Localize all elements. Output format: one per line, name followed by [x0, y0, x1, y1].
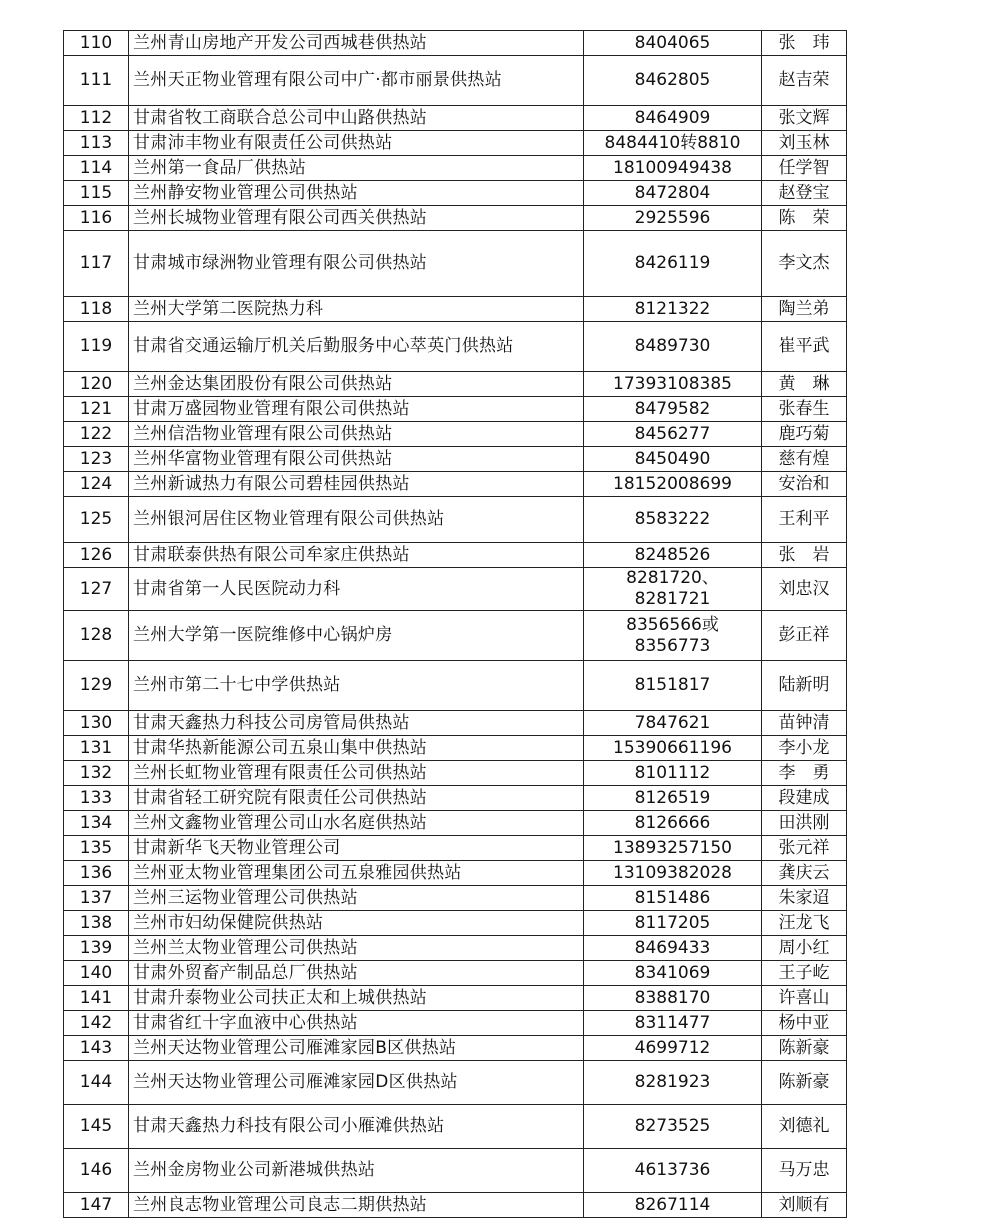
- table-row: [64, 961, 847, 986]
- phone-line: 8281923: [634, 1072, 711, 1092]
- station-name: 兰州青山房地产开发公司西城巷供热站: [129, 31, 584, 56]
- station-name: 甘肃万盛园物业管理有限公司供热站: [129, 397, 584, 422]
- row-number: 111: [64, 56, 129, 106]
- table-row: [64, 811, 847, 836]
- table-row: [64, 297, 847, 322]
- contact-person: 彭正祥: [762, 611, 847, 661]
- table-row: [64, 231, 847, 297]
- table-row: [64, 131, 847, 156]
- station-name: 甘肃省第一人民医院动力科: [129, 568, 584, 611]
- row-number: 134: [64, 811, 129, 836]
- phone-line: 8583222: [634, 509, 711, 529]
- phone-number: [584, 1193, 762, 1218]
- phone-line: 8356773: [634, 635, 711, 656]
- phone-line: 8464909: [634, 107, 711, 128]
- contact-person: 赵登宝: [762, 181, 847, 206]
- table-row: [64, 106, 847, 131]
- station-name: 兰州天达物业管理公司雁滩家园D区供热站: [129, 1061, 584, 1105]
- phone-number: [584, 861, 762, 886]
- phone-number: [584, 56, 762, 106]
- station-name: 兰州新诚热力有限公司碧桂园供热站: [129, 472, 584, 497]
- row-number: 121: [64, 397, 129, 422]
- phone-line: 8462805: [634, 70, 711, 90]
- table-row: [64, 1193, 847, 1218]
- row-number: 127: [64, 568, 129, 611]
- phone-number: [584, 1105, 762, 1149]
- row-number: 125: [64, 497, 129, 543]
- row-number: 140: [64, 961, 129, 986]
- row-number: 114: [64, 156, 129, 181]
- row-number: 141: [64, 986, 129, 1011]
- table-row: [64, 181, 847, 206]
- phone-line: 8267114: [634, 1194, 711, 1215]
- phone-number: [584, 836, 762, 861]
- table-row: [64, 836, 847, 861]
- station-name: 兰州大学第二医院热力科: [129, 297, 584, 322]
- row-number: 113: [64, 131, 129, 156]
- table-row: [64, 1036, 847, 1061]
- table-row: [64, 568, 847, 611]
- row-number: 112: [64, 106, 129, 131]
- phone-number: [584, 761, 762, 786]
- station-name: 兰州兰太物业管理公司供热站: [129, 936, 584, 961]
- phone-number: [584, 1061, 762, 1105]
- contact-person: 田洪刚: [762, 811, 847, 836]
- phone-line: 8489730: [634, 336, 711, 356]
- row-number: 132: [64, 761, 129, 786]
- phone-line: 8341069: [634, 962, 711, 983]
- row-number: 116: [64, 206, 129, 231]
- phone-number: [584, 131, 762, 156]
- phone-number: [584, 156, 762, 181]
- contact-person: 王利平: [762, 497, 847, 543]
- table-row: [64, 861, 847, 886]
- row-number: 122: [64, 422, 129, 447]
- row-number: 130: [64, 711, 129, 736]
- contact-person: 陆新明: [762, 661, 847, 711]
- table-row: [64, 1105, 847, 1149]
- table-row: [64, 661, 847, 711]
- contact-person: 汪龙飞: [762, 911, 847, 936]
- row-number: 133: [64, 786, 129, 811]
- phone-number: [584, 886, 762, 911]
- station-name: 兰州银河居住区物业管理有限公司供热站: [129, 497, 584, 543]
- phone-line: 8117205: [634, 912, 711, 933]
- table-row: [64, 911, 847, 936]
- station-name: 兰州市妇幼保健院供热站: [129, 911, 584, 936]
- table-row: [64, 322, 847, 372]
- phone-line: 8472804: [634, 182, 711, 203]
- row-number: 119: [64, 322, 129, 372]
- station-name: 兰州金房物业公司新港城供热站: [129, 1149, 584, 1193]
- table-row: [64, 1061, 847, 1105]
- phone-line: 8426119: [634, 253, 711, 273]
- row-number: 145: [64, 1105, 129, 1149]
- contact-person: 张元祥: [762, 836, 847, 861]
- phone-line: 8469433: [634, 937, 711, 958]
- row-number: 131: [64, 736, 129, 761]
- phone-number: [584, 711, 762, 736]
- phone-number: [584, 543, 762, 568]
- contact-person: 龚庆云: [762, 861, 847, 886]
- contact-person: 朱家迢: [762, 886, 847, 911]
- contact-person: 杨中亚: [762, 1011, 847, 1036]
- phone-line: 15390661196: [613, 737, 732, 758]
- station-name: 甘肃沛丰物业有限责任公司供热站: [129, 131, 584, 156]
- contact-person: 崔平武: [762, 322, 847, 372]
- station-name: 甘肃城市绿洲物业管理有限公司供热站: [129, 231, 584, 297]
- contact-person: 慈有煌: [762, 447, 847, 472]
- table-row: [64, 936, 847, 961]
- phone-number: [584, 297, 762, 322]
- station-name: 兰州静安物业管理公司供热站: [129, 181, 584, 206]
- contact-person: 陶兰弟: [762, 297, 847, 322]
- contact-person: 刘德礼: [762, 1105, 847, 1149]
- row-number: 137: [64, 886, 129, 911]
- table-row: [64, 156, 847, 181]
- phone-line: 17393108385: [613, 373, 732, 394]
- station-name: 兰州长城物业管理有限公司西关供热站: [129, 206, 584, 231]
- table-row: [64, 397, 847, 422]
- phone-line: 7847621: [634, 712, 711, 733]
- station-name: 兰州第一食品厂供热站: [129, 156, 584, 181]
- station-name: 甘肃省牧工商联合总公司中山路供热站: [129, 106, 584, 131]
- row-number: 144: [64, 1061, 129, 1105]
- row-number: 143: [64, 1036, 129, 1061]
- row-number: 124: [64, 472, 129, 497]
- contact-person: 李文杰: [762, 231, 847, 297]
- contact-person: 张 岩: [762, 543, 847, 568]
- station-name: 甘肃天鑫热力科技公司房管局供热站: [129, 711, 584, 736]
- table-row: [64, 447, 847, 472]
- station-name: 兰州三运物业管理公司供热站: [129, 886, 584, 911]
- station-name: 甘肃省轻工研究院有限责任公司供热站: [129, 786, 584, 811]
- phone-line: 18100949438: [613, 157, 732, 178]
- phone-line: 13893257150: [613, 837, 732, 858]
- station-name: 甘肃联泰供热有限公司牟家庄供热站: [129, 543, 584, 568]
- phone-line: 8273525: [634, 1116, 711, 1136]
- phone-number: [584, 1149, 762, 1193]
- contact-person: 黄 琳: [762, 372, 847, 397]
- station-name: 甘肃天鑫热力科技有限公司小雁滩供热站: [129, 1105, 584, 1149]
- station-name: 兰州长虹物业管理有限责任公司供热站: [129, 761, 584, 786]
- table-body: [64, 31, 847, 1218]
- station-name: 兰州华富物业管理有限公司供热站: [129, 447, 584, 472]
- phone-line: 8248526: [634, 544, 711, 565]
- table-row: [64, 886, 847, 911]
- station-name: 兰州市第二十七中学供热站: [129, 661, 584, 711]
- station-name: 兰州文鑫物业管理公司山水名庭供热站: [129, 811, 584, 836]
- phone-number: [584, 961, 762, 986]
- phone-line: 18152008699: [613, 473, 732, 494]
- table-row: [64, 31, 847, 56]
- contact-person: 马万忠: [762, 1149, 847, 1193]
- row-number: 115: [64, 181, 129, 206]
- contact-person: 王子屹: [762, 961, 847, 986]
- station-name: 甘肃省交通运输厅机关后勤服务中心萃英门供热站: [129, 322, 584, 372]
- phone-number: [584, 181, 762, 206]
- contact-person: 任学智: [762, 156, 847, 181]
- row-number: 128: [64, 611, 129, 661]
- contact-person: 刘玉林: [762, 131, 847, 156]
- row-number: 110: [64, 31, 129, 56]
- phone-line: 8356566或: [626, 614, 719, 635]
- phone-line: 8281721: [634, 589, 711, 609]
- contact-person: 张春生: [762, 397, 847, 422]
- phone-line: 4699712: [634, 1037, 711, 1058]
- table-row: [64, 711, 847, 736]
- station-name: 甘肃华热新能源公司五泉山集中供热站: [129, 736, 584, 761]
- station-name: 兰州信浩物业管理有限公司供热站: [129, 422, 584, 447]
- contact-person: 鹿巧菊: [762, 422, 847, 447]
- contact-person: 陈新豪: [762, 1061, 847, 1105]
- station-name: 兰州良志物业管理公司良志二期供热站: [129, 1193, 584, 1218]
- table-row: [64, 786, 847, 811]
- phone-number: [584, 106, 762, 131]
- phone-line: 8101112: [634, 762, 711, 783]
- phone-number: [584, 936, 762, 961]
- phone-line: 8281720、: [626, 568, 719, 588]
- row-number: 120: [64, 372, 129, 397]
- phone-number: [584, 472, 762, 497]
- phone-number: [584, 986, 762, 1011]
- contact-person: 陈 荣: [762, 206, 847, 231]
- table-row: [64, 761, 847, 786]
- contact-person: 安治和: [762, 472, 847, 497]
- contact-person: 陈新豪: [762, 1036, 847, 1061]
- station-name: 兰州亚太物业管理集团公司五泉雅园供热站: [129, 861, 584, 886]
- phone-number: [584, 447, 762, 472]
- phone-line: 4613736: [634, 1160, 711, 1180]
- table-row: [64, 1011, 847, 1036]
- phone-number: [584, 736, 762, 761]
- table-row: [64, 543, 847, 568]
- phone-line: 2925596: [634, 207, 711, 228]
- table-row: [64, 372, 847, 397]
- table-row: [64, 472, 847, 497]
- station-name: 兰州大学第一医院维修中心锅炉房: [129, 611, 584, 661]
- row-number: 146: [64, 1149, 129, 1193]
- phone-line: 8151486: [634, 887, 711, 908]
- phone-number: [584, 422, 762, 447]
- contact-person: 苗钟清: [762, 711, 847, 736]
- table-row: [64, 1149, 847, 1193]
- phone-number: [584, 611, 762, 661]
- row-number: 136: [64, 861, 129, 886]
- contact-person: 李 勇: [762, 761, 847, 786]
- row-number: 142: [64, 1011, 129, 1036]
- phone-number: [584, 811, 762, 836]
- phone-line: 8484410转8810: [604, 132, 741, 153]
- contact-person: 刘顺有: [762, 1193, 847, 1218]
- row-number: 135: [64, 836, 129, 861]
- station-name: 兰州天正物业管理有限公司中广·都市丽景供热站: [129, 56, 584, 106]
- table-row: [64, 736, 847, 761]
- table-row: [64, 986, 847, 1011]
- contact-person: 张 玮: [762, 31, 847, 56]
- contact-person: 段建成: [762, 786, 847, 811]
- table-row: [64, 206, 847, 231]
- phone-line: 8126666: [634, 812, 711, 833]
- station-name: 甘肃新华飞天物业管理公司: [129, 836, 584, 861]
- row-number: 129: [64, 661, 129, 711]
- phone-line: 8388170: [634, 987, 711, 1008]
- phone-number: [584, 206, 762, 231]
- phone-line: 8479582: [634, 398, 711, 419]
- table-row: [64, 422, 847, 447]
- phone-number: [584, 1011, 762, 1036]
- contact-person: 李小龙: [762, 736, 847, 761]
- table-row: [64, 56, 847, 106]
- station-name: 甘肃升泰物业公司扶正太和上城供热站: [129, 986, 584, 1011]
- contact-person: 刘忠汉: [762, 568, 847, 611]
- phone-number: [584, 911, 762, 936]
- row-number: 118: [64, 297, 129, 322]
- phone-number: [584, 372, 762, 397]
- station-name: 甘肃省红十字血液中心供热站: [129, 1011, 584, 1036]
- phone-line: 8121322: [634, 298, 711, 319]
- phone-line: 13109382028: [613, 862, 732, 883]
- contact-person: 许喜山: [762, 986, 847, 1011]
- phone-line: 8311477: [634, 1012, 711, 1033]
- phone-number: [584, 1036, 762, 1061]
- phone-number: [584, 231, 762, 297]
- table-row: [64, 497, 847, 543]
- row-number: 123: [64, 447, 129, 472]
- contact-person: 赵吉荣: [762, 56, 847, 106]
- phone-line: 8450490: [634, 448, 711, 469]
- phone-number: [584, 31, 762, 56]
- phone-number: [584, 786, 762, 811]
- phone-line: 8126519: [634, 787, 711, 808]
- phone-number: [584, 568, 762, 611]
- phone-number: [584, 397, 762, 422]
- contact-person: 张文辉: [762, 106, 847, 131]
- station-name: 兰州天达物业管理公司雁滩家园B区供热站: [129, 1036, 584, 1061]
- row-number: 126: [64, 543, 129, 568]
- row-number: 138: [64, 911, 129, 936]
- row-number: 117: [64, 231, 129, 297]
- row-number: 147: [64, 1193, 129, 1218]
- contact-person: 周小红: [762, 936, 847, 961]
- phone-line: 8151817: [634, 675, 711, 695]
- row-number: 139: [64, 936, 129, 961]
- station-name: 甘肃外贸畜产制品总厂供热站: [129, 961, 584, 986]
- table-row: [64, 611, 847, 661]
- phone-line: 8404065: [634, 32, 711, 53]
- station-name: 兰州金达集团股份有限公司供热站: [129, 372, 584, 397]
- phone-line: 8456277: [634, 423, 711, 444]
- heating-station-table: [63, 30, 847, 1218]
- phone-number: [584, 497, 762, 543]
- phone-number: [584, 661, 762, 711]
- phone-number: [584, 322, 762, 372]
